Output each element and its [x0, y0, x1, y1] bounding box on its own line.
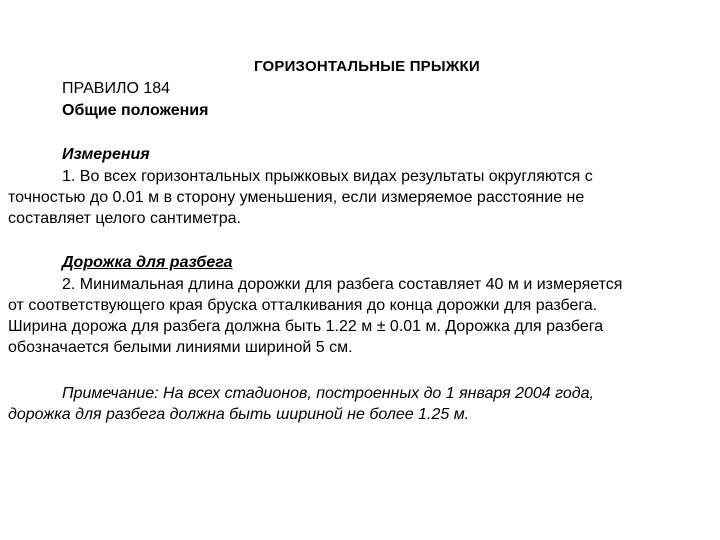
- paragraph-line: дорожка для разбега должна быть шириной не более 1.25 м.: [8, 406, 470, 423]
- paragraph-line: 2. Минимальная длина дорожки для разбега составляет 40 м и измеряется: [62, 276, 623, 293]
- paragraph-line: обозначается белыми линиями шириной 5 см.: [8, 339, 353, 356]
- section-title: Общие положения: [62, 102, 209, 119]
- paragraph-line: Примечание: На всех стадионов, построенных до 1 января 2004 года,: [62, 385, 594, 402]
- note-paragraph: [8, 383, 708, 425]
- runway-paragraph: [8, 274, 708, 358]
- paragraph-line: точностью до 0.01 м в сторону уменьшения, если измеряемое расстояние не: [8, 189, 585, 206]
- runway-heading: Дорожка для разбега: [62, 254, 233, 271]
- paragraph-line: 1. Во всех горизонтальных прыжковых видах результаты округляются с: [62, 168, 593, 185]
- rule-number: ПРАВИЛО 184: [62, 80, 171, 97]
- measurements-heading: Измерения: [62, 146, 150, 163]
- paragraph-line: Ширина дорожа для разбега должна быть 1.22 м ± 0.01 м. Дорожка для разбега: [8, 318, 604, 335]
- measurements-paragraph: [8, 166, 708, 229]
- paragraph-line: от соответствующего края бруска отталкивания до конца дорожки для разбега.: [8, 297, 598, 314]
- paragraph-line: составляет целого сантиметра.: [8, 210, 241, 227]
- document-title: ГОРИЗОНТАЛЬНЫЕ ПРЫЖКИ: [254, 58, 480, 75]
